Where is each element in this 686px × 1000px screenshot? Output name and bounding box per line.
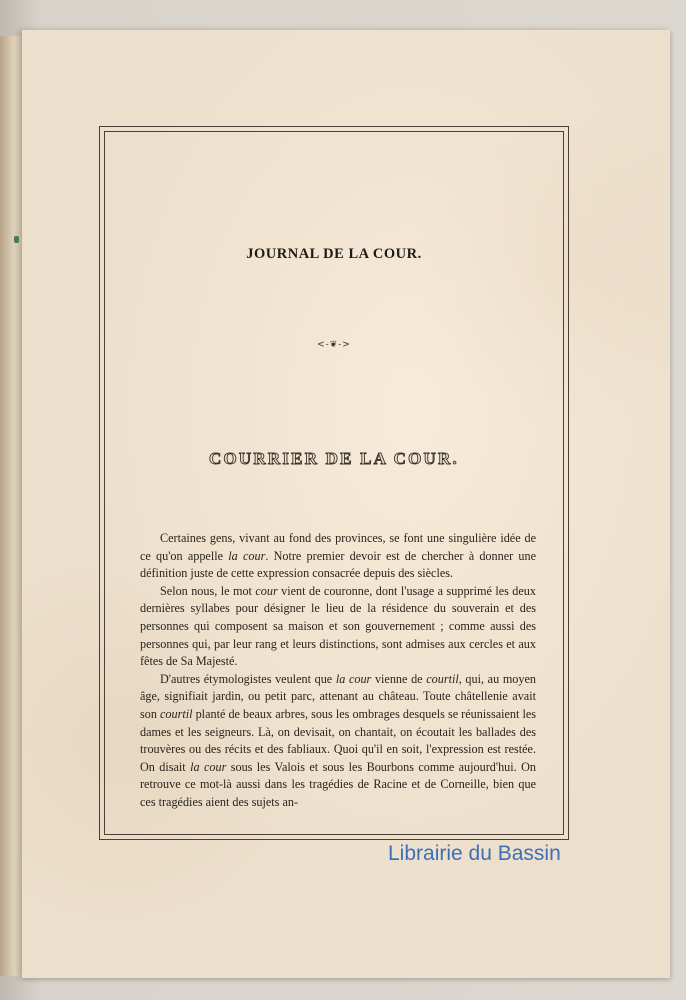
page-stain [14, 236, 19, 243]
text-run: Selon nous, le mot [160, 583, 256, 598]
ornament-divider: <-❦-> [317, 340, 351, 350]
text-run: Certaines gens, vivant au fond des provinces, se font une singulière idée de ce qu'on appelle [140, 531, 536, 563]
italic-text: courtil [426, 671, 459, 686]
text-run: vienne de [371, 671, 427, 686]
text-run: . Notre premier devoir est de chercher à donner une définition juste de cette expression consacrée depuis des siècles. [140, 548, 536, 581]
text-run: D'autres étymologistes veulent que [160, 671, 336, 686]
paragraph [140, 583, 536, 671]
paragraph [140, 671, 536, 812]
article-body [140, 530, 536, 812]
journal-title: JOURNAL DE LA COUR. [246, 246, 422, 262]
text-run: vient de couronne, dont l'usage a supprimé les deux dernières syllabes pour désigner le lieu de la résidence du souverain et des personnes qui composent sa maison et son gouvernement ; comme aussi des personnes qui, par leur rang et leurs distinctions, sont admises aux cercles et aux fêtes de Sa Majesté. [140, 583, 536, 669]
text-run: sous les Valois et sous les Bourbons comme aujourd'hui. On retrouve ce mot-là aussi dans les tragédies de Racine et de Corneille, bien que ces tragédies aient des sujets an- [140, 759, 536, 809]
italic-text: la cour [335, 671, 372, 686]
paragraph [140, 530, 536, 583]
italic-text: cour [255, 583, 278, 598]
section-title: COURRIER DE LA COUR. [209, 449, 459, 468]
text-run: planté de beaux arbres, sous les ombrages desquels se réunissaient les dames et les seigneurs. Là, on devisait, on chantait, on écoutait les ballades des trouvères ou des récits et des fabliaux. Quoi qu'il en soit, l'expression est restée. On disait [140, 706, 537, 774]
seller-watermark: Librairie du Bassin [388, 842, 561, 865]
text-run: , qui, au moyen âge, signifiait jardin, ou petit parc, attenant au château. Toute châtellenie avait son [140, 671, 536, 721]
italic-text: la cour [190, 759, 227, 774]
italic-text: la cour [228, 548, 266, 563]
italic-text: courtil [160, 706, 193, 721]
book-spine-edge [0, 36, 24, 976]
